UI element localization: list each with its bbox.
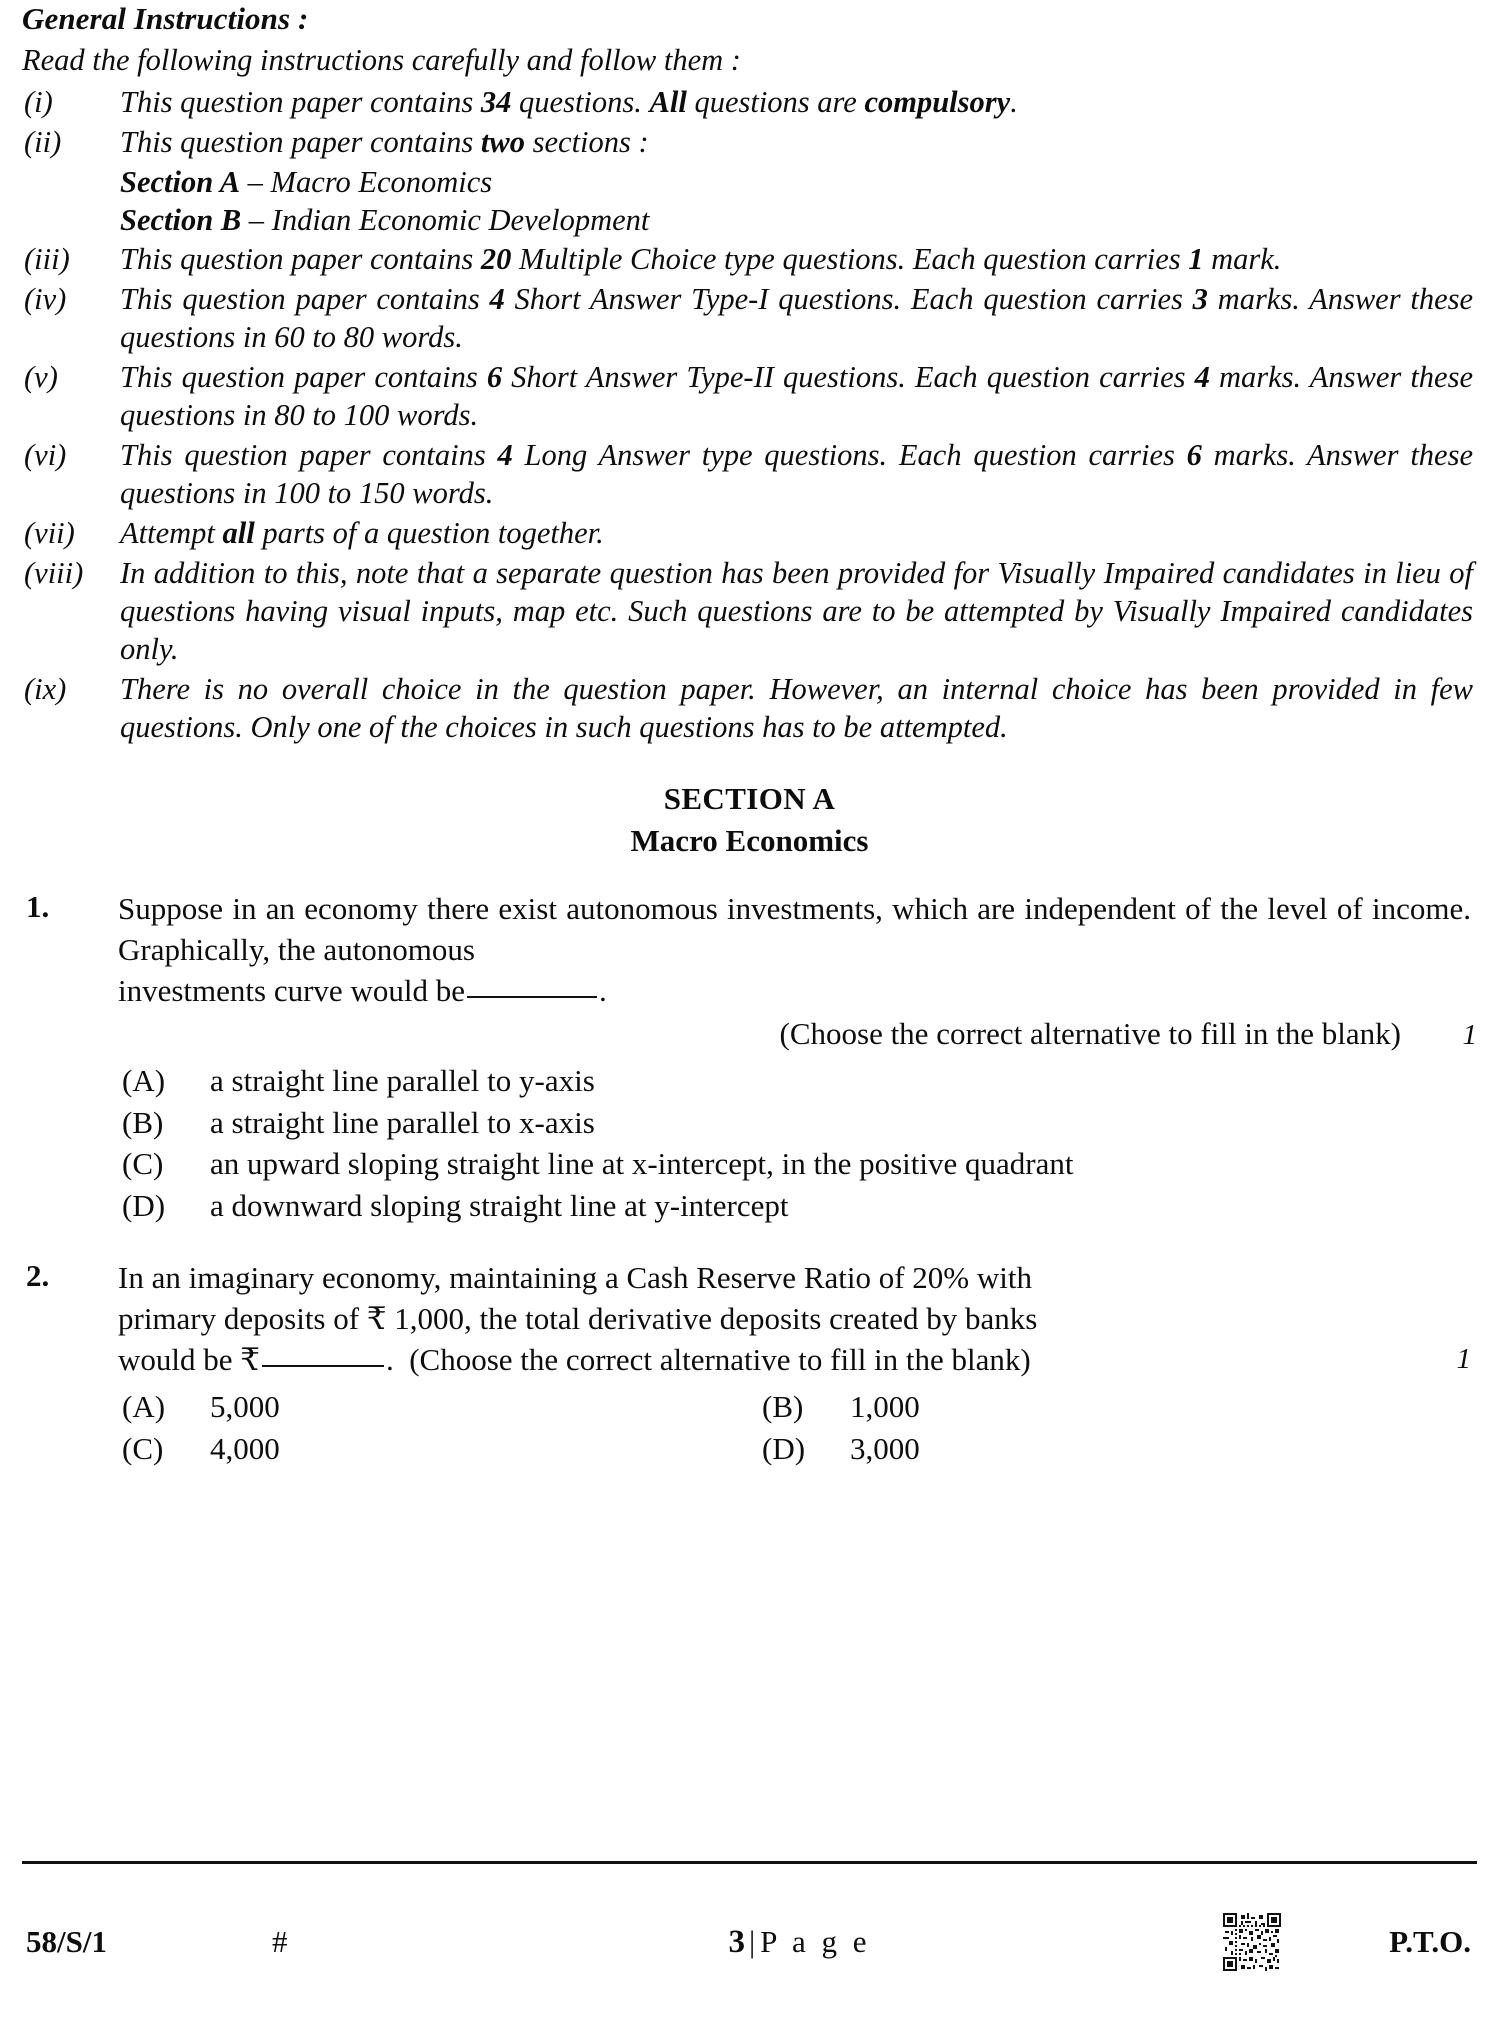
- instruction-fragment: This question paper contains: [120, 124, 481, 159]
- question-text-blank-line: [118, 1340, 1477, 1381]
- instruction-item: [22, 671, 1477, 747]
- question-number: 2.: [26, 1258, 50, 1294]
- instruction-fragment: This question paper contains: [120, 242, 481, 277]
- instruction-fragment: Multiple Choice type questions. Each question carries: [511, 242, 1189, 277]
- page-word: P a g e: [760, 1923, 871, 1959]
- option-label: (B): [762, 1389, 804, 1424]
- option-text: a downward sloping straight line at y-intercept: [210, 1188, 789, 1224]
- question-marks: 1: [1456, 1343, 1471, 1376]
- instruction-fragment: This question paper contains: [120, 282, 490, 317]
- page-separator: |: [748, 1923, 756, 1959]
- option-b[interactable]: [758, 1387, 1477, 1428]
- fill-in-blank[interactable]: [467, 996, 597, 998]
- instruction-fragment: marks. Answer these questions in 60 to 80 words.: [120, 282, 1474, 355]
- options-list: [118, 1387, 1477, 1470]
- instruction-fragment: .: [1010, 84, 1018, 119]
- option-text: a straight line parallel to x-axis: [210, 1104, 595, 1140]
- instruction-fragment: Short Answer Type-II questions. Each question carries: [502, 360, 1195, 395]
- options-row: [118, 1429, 1477, 1470]
- options-row: [118, 1387, 1477, 1428]
- instruction-fragment-bold: 20: [480, 242, 512, 277]
- option-d[interactable]: [118, 1186, 1477, 1227]
- page-indicator: [502, 1924, 1217, 1961]
- instruction-number: (ii): [24, 124, 62, 159]
- question-marks: 1: [1462, 1018, 1477, 1051]
- instruction-item: [22, 124, 1477, 162]
- section-subheading: Macro Economics: [630, 823, 869, 859]
- qr-code-svg: [1223, 1913, 1281, 1971]
- question-text: primary deposits of ₹ 1,000, the total derivative deposits created by banks: [118, 1301, 1038, 1337]
- option-label: (C): [122, 1430, 164, 1466]
- section-heading: SECTION A: [663, 781, 836, 817]
- option-label: (C): [122, 1146, 164, 1182]
- option-a[interactable]: [118, 1387, 758, 1428]
- qr-code-icon: [1217, 1913, 1287, 1971]
- section-b-label: Section B: [120, 203, 242, 238]
- instruction-fragment-bold: 6: [486, 360, 503, 395]
- instruction-item: [22, 84, 1477, 122]
- instruction-fragment-bold: 34: [480, 84, 512, 119]
- question-2: [22, 1258, 1477, 1471]
- instruction-item: [22, 359, 1477, 435]
- question-text-end: .: [385, 1342, 394, 1378]
- page-number: 3: [728, 1923, 745, 1960]
- instruction-number: (i): [24, 84, 53, 119]
- instruction-fragment: marks. Answer these questions in 80 to 100 words.: [120, 360, 1473, 433]
- paper-code: 58/S/1: [26, 1924, 107, 1959]
- question-text-end: .: [598, 972, 607, 1008]
- instruction-text: There is no overall choice in the question paper. However, an internal choice has been provided in few questions. Only one of the choices in such questions has to be attempted.: [120, 672, 1473, 745]
- instruction-fragment-bold: 1: [1188, 242, 1204, 277]
- option-c[interactable]: [118, 1429, 758, 1470]
- instruction-fragment-bold: 4: [1194, 360, 1210, 395]
- instruction-number: (vii): [24, 516, 75, 551]
- instruction-text: [120, 515, 1477, 553]
- instruction-fragment-bold: 4: [489, 282, 505, 317]
- option-label: (B): [122, 1104, 164, 1140]
- instruction-fragment-bold: 6: [1186, 438, 1202, 473]
- question-text-part: investments curve would be: [118, 972, 465, 1008]
- instruction-fragment: Long Answer type questions. Each question carries: [512, 438, 1187, 473]
- pto-label: P.T.O.: [1389, 1924, 1471, 1959]
- instruction-subline-section-b: [120, 202, 1477, 240]
- instruction-subline-section-a: [120, 164, 1477, 202]
- instruction-text: [120, 124, 1477, 162]
- instruction-number: (viii): [24, 556, 84, 591]
- option-text: an upward sloping straight line at x-intercept, in the positive quadrant: [210, 1146, 1074, 1182]
- instruction-fragment: Short Answer Type-I questions. Each question carries: [504, 282, 1193, 317]
- question-text-part: would be ₹: [118, 1342, 260, 1378]
- option-text: 4,000: [210, 1430, 280, 1466]
- option-text: 3,000: [850, 1430, 920, 1466]
- instruction-item: [22, 437, 1477, 513]
- question-text: Suppose in an economy there exist autonomous investments, which are independent of the level of income. Graphically, the autonomous: [118, 891, 1471, 967]
- option-d[interactable]: [758, 1429, 1477, 1470]
- section-a-name: – Macro Economics: [240, 164, 493, 199]
- instructions-lead: Read the following instructions carefully and follow them :: [22, 42, 741, 77]
- option-b[interactable]: [118, 1103, 1477, 1144]
- question-text: In an imaginary economy, maintaining a Cash Reserve Ratio of 20% with: [118, 1260, 1032, 1296]
- option-label: (A): [122, 1389, 166, 1424]
- instructions-title: General Instructions :: [22, 1, 309, 36]
- option-text: 5,000: [210, 1389, 280, 1424]
- options-list: [118, 1061, 1477, 1228]
- instruction-item: [22, 241, 1477, 279]
- choose-alternative-note: (Choose the correct alternative to fill in the blank): [409, 1342, 1031, 1378]
- instruction-number: (ix): [24, 672, 67, 707]
- instruction-text: In addition to this, note that a separate question has been provided for Visually Impaired candidates in lieu of questions having visual inputs, map etc. Such questions are to be attempted by Visually Impaired candidates only.: [120, 556, 1473, 667]
- instruction-text: [120, 359, 1477, 435]
- instruction-text: [120, 84, 1477, 122]
- instruction-number: (vi): [24, 438, 67, 473]
- instruction-fragment: sections :: [525, 124, 649, 159]
- instruction-number: (v): [24, 360, 58, 395]
- section-a-label: Section A: [120, 164, 241, 199]
- instruction-fragment: This question paper contains: [120, 360, 487, 395]
- instruction-fragment-bold: 4: [497, 438, 513, 473]
- instruction-text: [120, 241, 1477, 279]
- instruction-fragment: parts of a question together.: [254, 516, 604, 551]
- instruction-number: (iv): [24, 282, 67, 317]
- question-text-blank-line: [118, 971, 1477, 1012]
- instruction-number: (iii): [24, 242, 70, 277]
- instruction-fragment-bold: all: [222, 516, 255, 551]
- instruction-fragment: questions are: [686, 84, 865, 119]
- question-number: 1.: [26, 889, 50, 925]
- question-1: [22, 889, 1477, 1228]
- instruction-fragment: This question paper contains: [120, 438, 498, 473]
- section-b-name: – Indian Economic Development: [241, 203, 650, 238]
- instruction-fragment: This question paper contains: [120, 84, 481, 119]
- instruction-item: [22, 281, 1477, 357]
- instruction-fragment-bold: compulsory: [864, 84, 1011, 119]
- instruction-fragment-bold: two: [480, 124, 525, 159]
- option-label: (D): [762, 1430, 806, 1466]
- page-footer: [22, 1882, 1477, 2002]
- option-label: (A): [122, 1062, 166, 1098]
- choose-alternative-row: [118, 1014, 1477, 1055]
- instruction-text: [120, 281, 1477, 357]
- instruction-fragment: marks. Answer these questions in 100 to 150 words.: [120, 438, 1473, 511]
- instruction-item: [22, 515, 1477, 553]
- option-c[interactable]: [118, 1144, 1477, 1185]
- instruction-fragment: Attempt: [120, 516, 223, 551]
- option-text: 1,000: [850, 1389, 920, 1424]
- general-instructions: [22, 0, 1477, 747]
- instruction-fragment: mark.: [1203, 242, 1282, 277]
- fill-in-blank[interactable]: [262, 1365, 384, 1367]
- instruction-fragment-bold: 3: [1192, 282, 1208, 317]
- choose-alternative-note: (Choose the correct alternative to fill in the blank): [779, 1015, 1401, 1051]
- instruction-item: [22, 555, 1477, 669]
- instruction-text: [120, 437, 1477, 513]
- option-label: (D): [122, 1188, 166, 1224]
- option-a[interactable]: [118, 1061, 1477, 1102]
- instruction-fragment: questions.: [511, 84, 650, 119]
- option-text: a straight line parallel to y-axis: [210, 1062, 595, 1098]
- hash-mark: #: [272, 1924, 288, 1959]
- footer-divider: [22, 1861, 1477, 1864]
- instruction-fragment-bold: All: [649, 84, 687, 119]
